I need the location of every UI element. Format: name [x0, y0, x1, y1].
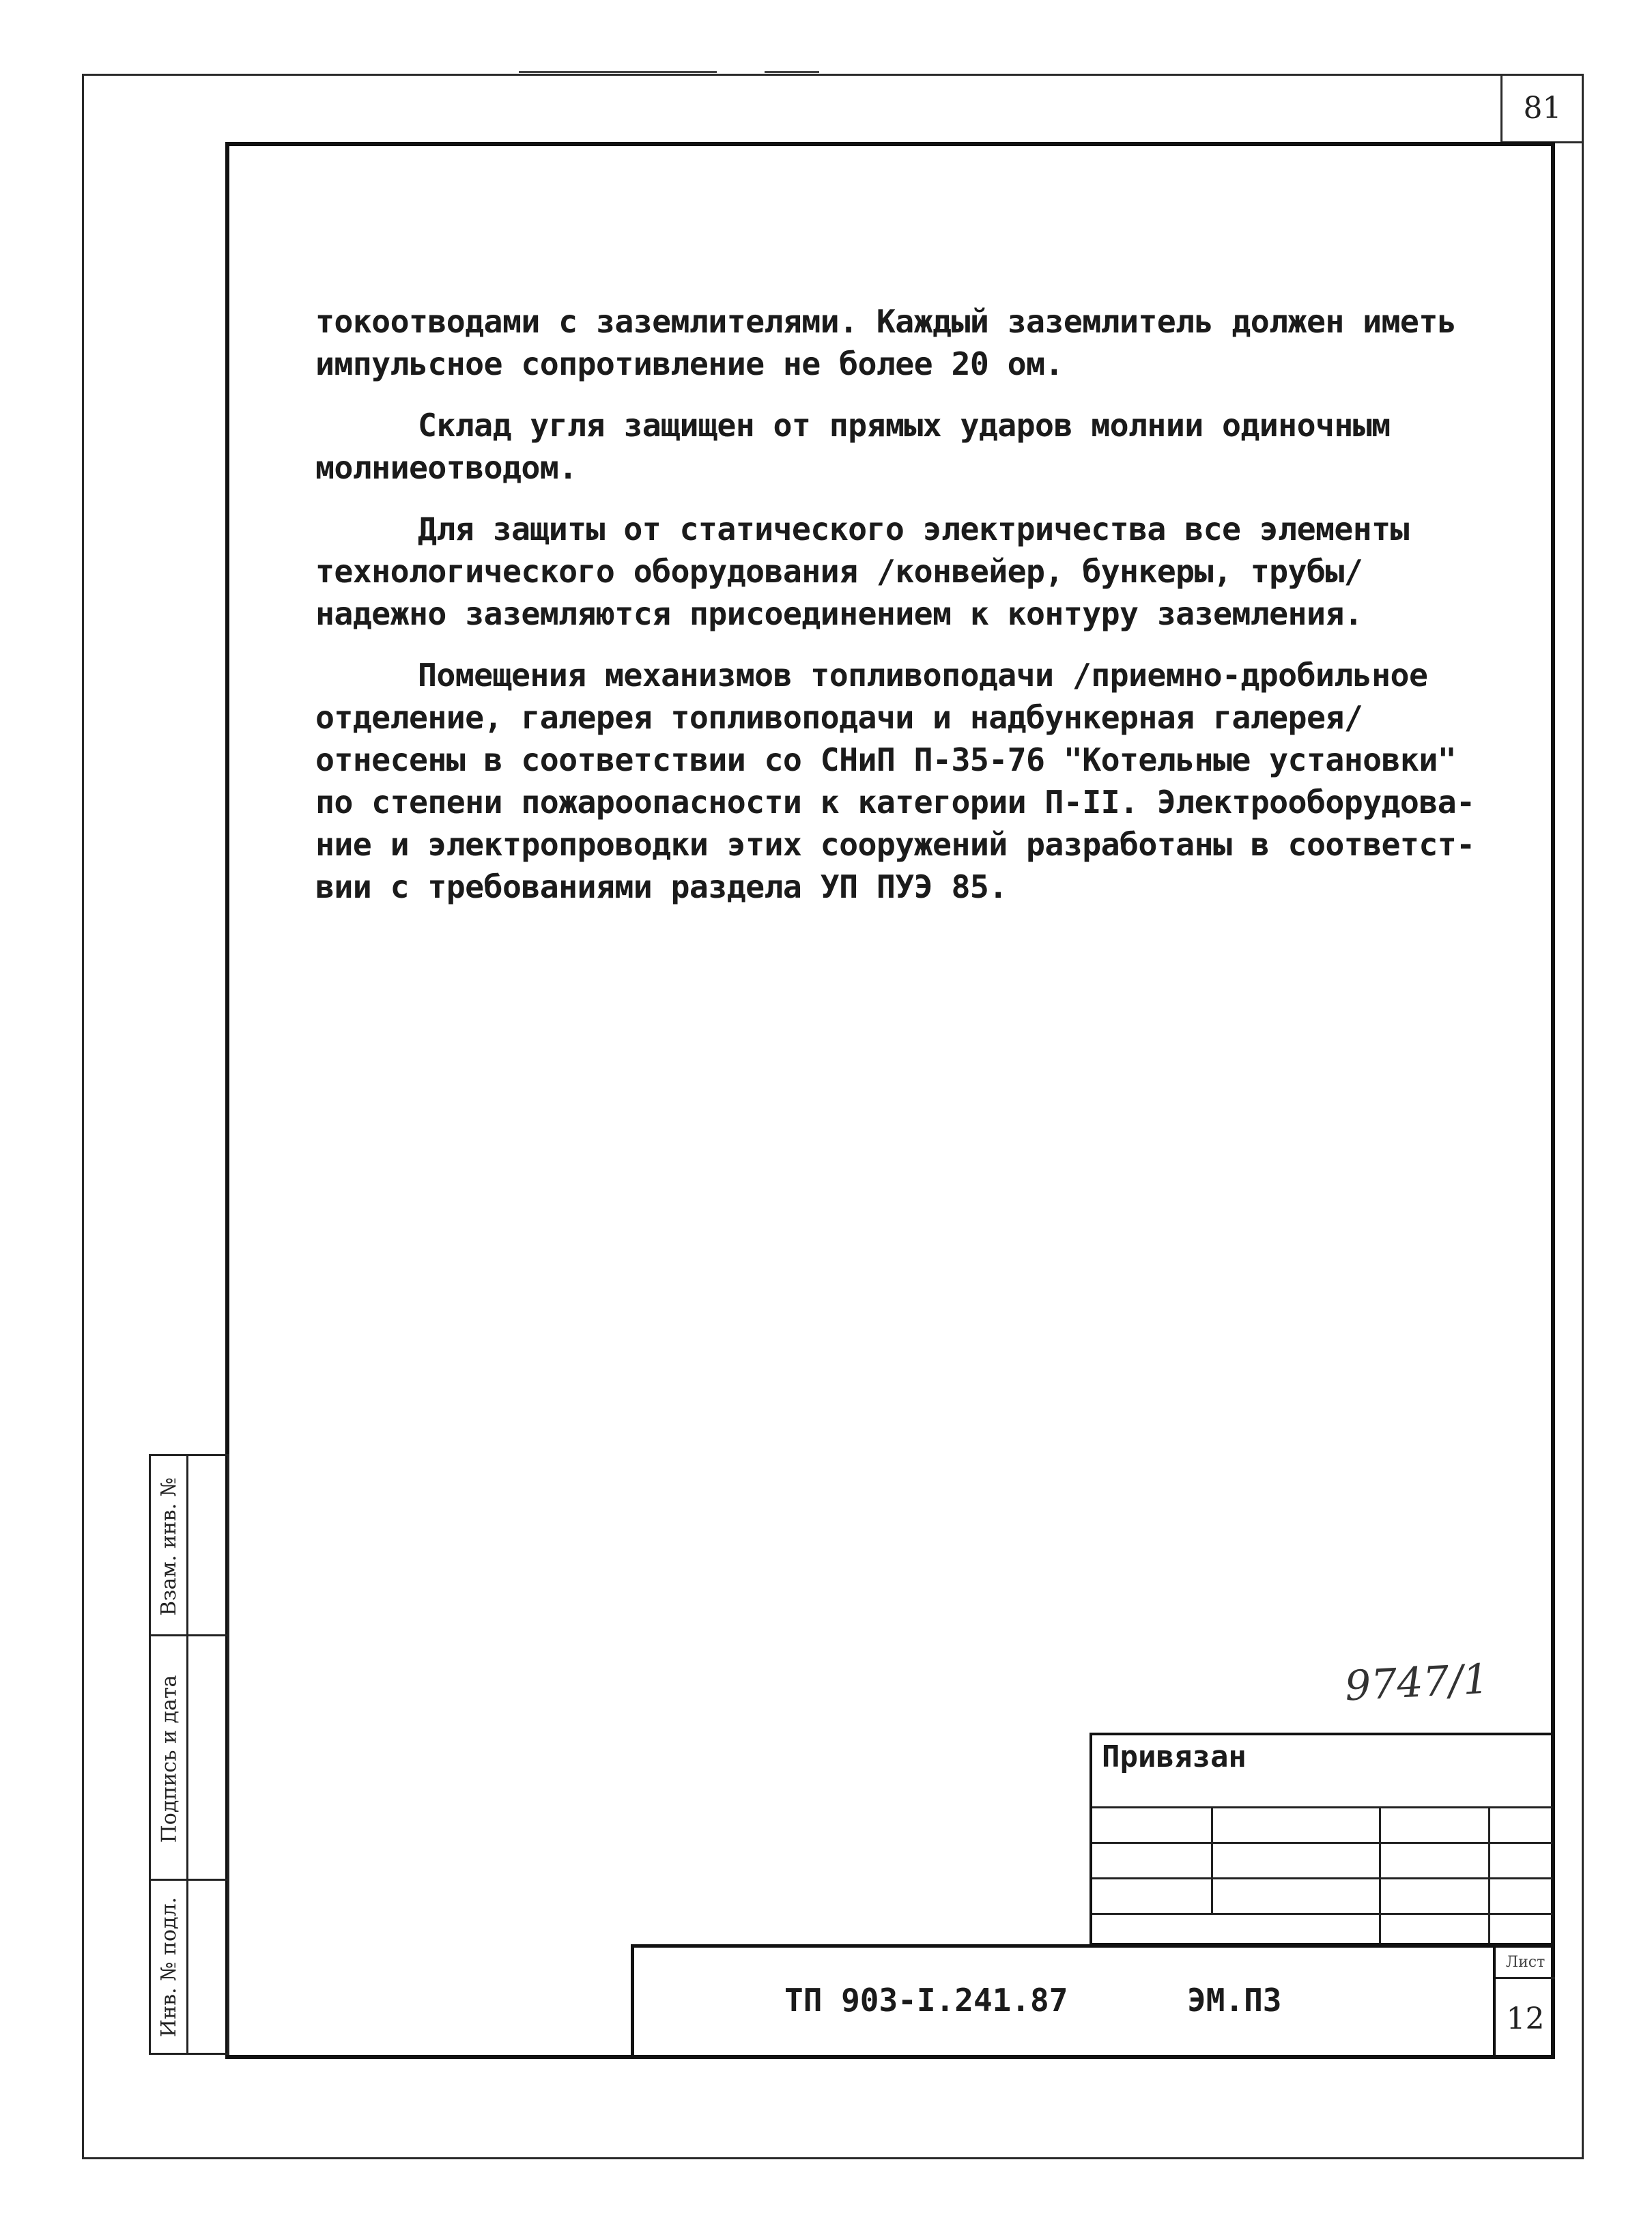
sheet-label: Лист	[1496, 1948, 1555, 1979]
sheet-column	[1493, 1948, 1555, 2059]
grid-line	[1488, 1806, 1490, 1943]
handwritten-number: 9747/1	[1343, 1655, 1490, 1711]
side-stamp	[149, 1454, 229, 2055]
paragraph: токоотводами с заземлителями. Каждый заземлитель должен иметь импульсное сопротивление не более 20 ом.	[315, 303, 1457, 382]
privyazan-block	[1090, 1733, 1555, 1946]
paragraph: Помещения механизмов топливоподачи /приемно-дробильное отделение, галерея топливоподачи и надбункерная галерея/ отнесены в соответствии со СНиП П-35-76 "Котельные установки" по степени пожароопасности к категории П-II. Электрооборудова- ние и электропроводки этих сооружений разработаны в соответст- вии с требованиями раздела УП ПУЭ 85.	[315, 657, 1475, 905]
side-label-vzam-inv: Взам. инв. №	[157, 1477, 182, 1616]
grid-line	[1092, 1842, 1552, 1844]
document-body	[315, 300, 1490, 927]
grid-line	[1211, 1806, 1213, 1913]
document-suffix: ЭМ.ПЗ	[1187, 1982, 1282, 2019]
privyazan-label: Привязан	[1102, 1739, 1247, 1774]
side-label-signature-date: Подпись и дата	[157, 1675, 182, 1843]
sheet-number: 12	[1506, 2002, 1545, 2036]
document-code: ТП 903-I.241.87	[784, 1982, 1068, 2019]
grid-line	[1379, 1806, 1381, 1943]
side-label-inv-podl: Инв. № подл.	[157, 1896, 182, 2037]
side-stamp-divider	[186, 1456, 188, 2053]
corner-page-number: 81	[1500, 75, 1582, 143]
grid-line	[1092, 1913, 1552, 1915]
grid-line	[1092, 1806, 1552, 1808]
main-title-stamp	[631, 1944, 1555, 2059]
paragraph: Склад угля защищен от прямых ударов молнии одиночным молниеотводом.	[315, 407, 1391, 486]
grid-line	[1092, 1877, 1552, 1879]
scan-mark	[765, 71, 819, 73]
scan-mark	[519, 71, 717, 73]
paragraph: Для защиты от статического электричества все элементы технологического оборудования /конвейер, бункеры, трубы/ надежно заземляются присоединением к контуру заземления.	[315, 511, 1409, 632]
